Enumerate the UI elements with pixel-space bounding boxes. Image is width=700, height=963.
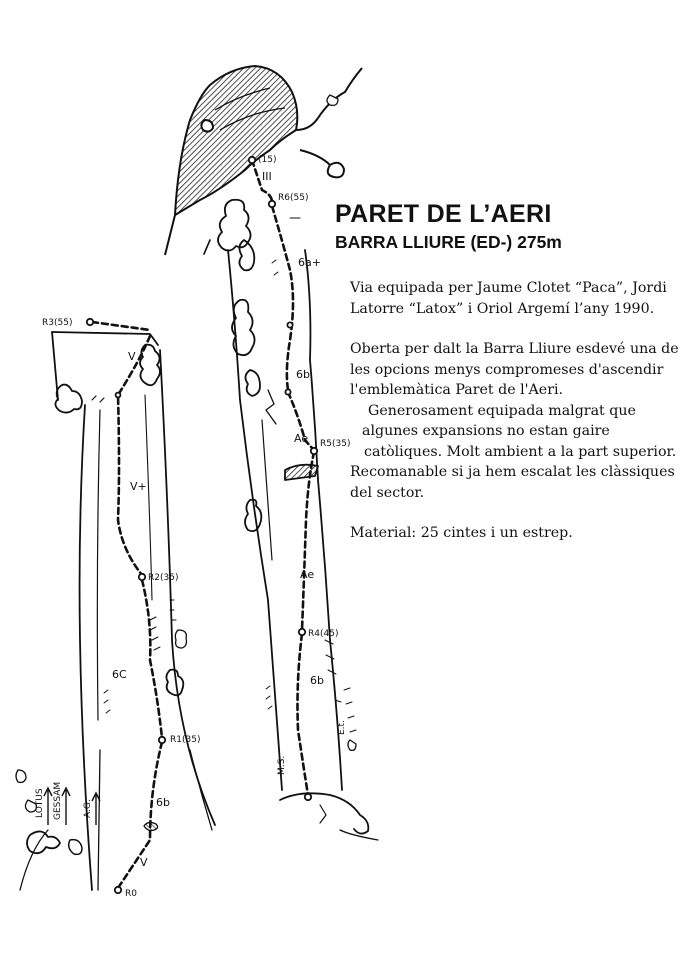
page-title: PARET DE L’AERI [335,200,552,228]
neighbor-routes [35,782,100,825]
label-r1: R1(35) [170,735,201,745]
label-grade-6b-left: 6b [156,796,170,809]
description-material: Material: 25 cintes i un estrep. [350,525,573,541]
label-r6: R6(55) [278,193,309,203]
belay-r5 [311,448,317,454]
left-route-line [92,322,162,888]
label-r0: R0 [125,889,137,899]
right-belays [249,157,317,800]
label-r4: R4(45) [308,629,339,639]
belay-r1 [159,737,165,743]
label-r3: R3(55) [42,318,73,328]
label-grade-v-top: V [128,350,136,363]
description-authors: Via equipada per Jaume Clotet “Paca”, Jordi Latorre “Latox” i Oriol Argemí l’any 1990. [350,280,667,317]
label-r2: R2(35) [148,573,179,583]
label-grade-ae-lower: Ae [300,568,315,581]
details-line-3: algunes expansions no estan gaire [362,423,610,439]
belay-r3 [87,319,93,325]
label-grade-6b-upper: 6b [296,368,310,381]
description-details [350,339,695,503]
route-subtitle: BARRA LLIURE (ED-) 275m [335,232,562,252]
label-gessam: GESSAM [53,781,63,820]
belay-r0 [115,887,121,893]
label-ag: A.G. [83,799,93,818]
route-description [350,278,695,564]
label-grade-v-plus: V+ [130,480,147,493]
label-grade-ae-upper: Ae [294,432,309,445]
label-grade-6b-lower: 6b [310,674,324,687]
label-lotus: LOTUS [35,788,45,818]
details-line-5: Recomanable si ja hem escalat les clàssiques del sector. [350,464,675,501]
details-line-1: Oberta per dalt la Barra Lliure esdevé una de les opcions menys compromeses d'ascendir l'emblemàtica Paret de l'Aeri. [350,341,679,398]
belay-r2 [139,574,145,580]
label-grade-6c: 6C [112,668,127,681]
label-top-anchor: (15) [258,155,277,165]
details-line-2: Generosament equipada malgrat que [368,402,636,419]
details-line-4: catòliques. Molt ambient a la part superior. [364,443,677,460]
label-route-ms: M.S. [277,755,287,775]
belay-top [249,157,255,163]
label-r5: R5(35) [320,439,351,449]
belay-r4 [299,629,305,635]
left-pillar [16,332,215,890]
label-route-et: E.t. [337,720,347,735]
label-grade-v-bottom: V [140,856,148,869]
label-grade-6a-plus: 6a+ [298,256,321,269]
belay-r6 [269,201,275,207]
label-grade-iii: III [262,170,272,183]
